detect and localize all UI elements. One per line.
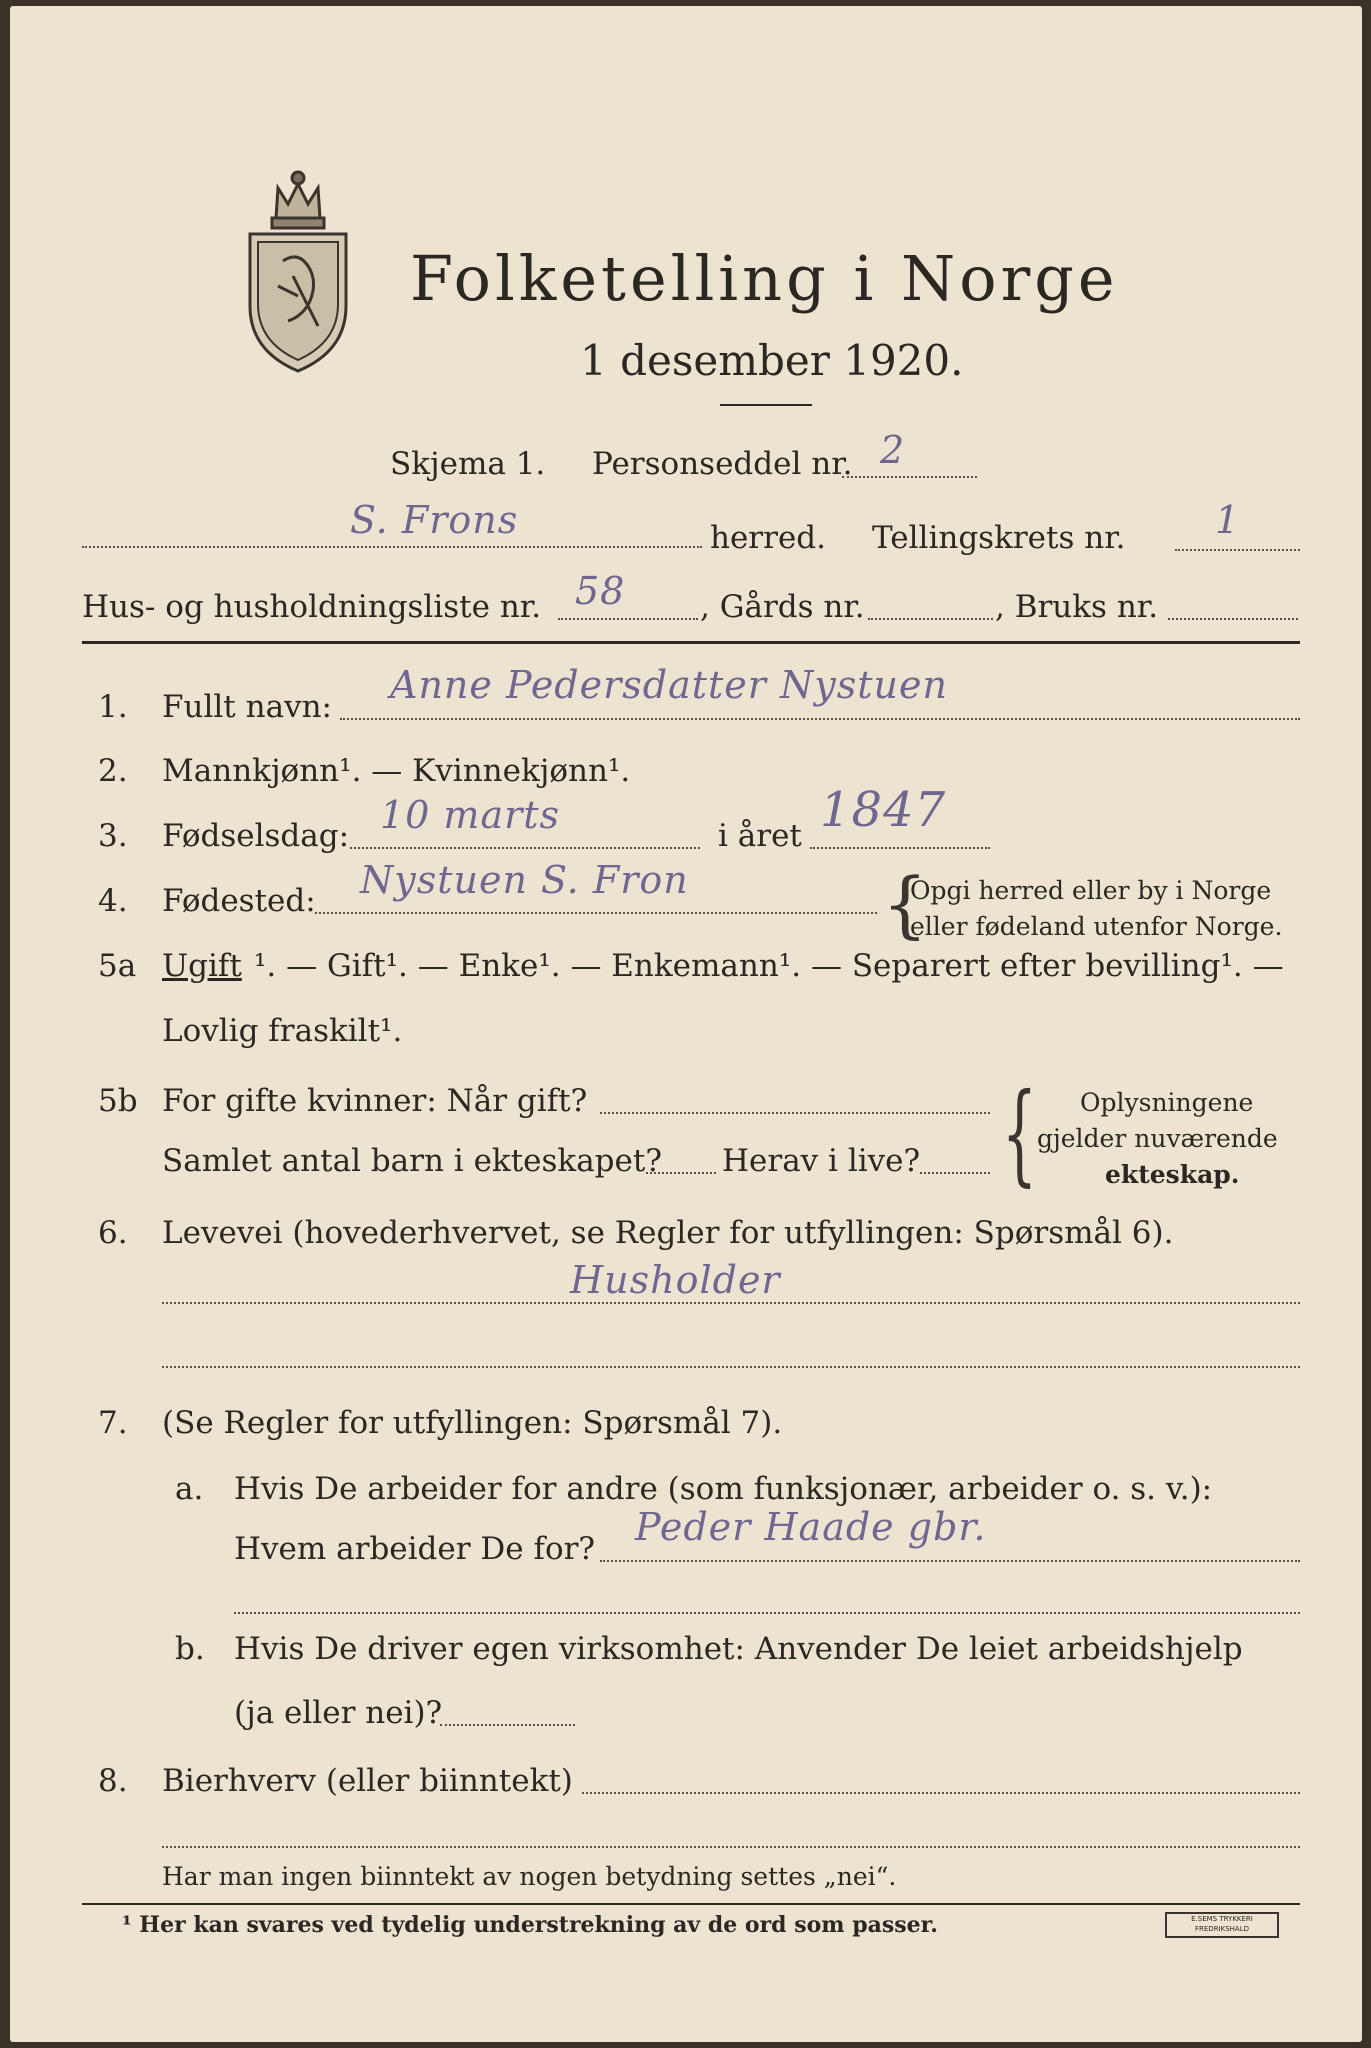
- hus-field-line: [558, 618, 698, 620]
- q5a-ugift-underlined: Ugift: [162, 948, 242, 984]
- q2-number: 2.: [98, 753, 128, 789]
- skjema-label: Skjema 1.: [390, 446, 546, 482]
- q7a-letter: a.: [175, 1471, 204, 1507]
- q8-field-line2: [162, 1846, 1300, 1848]
- herred-value: S. Frons: [350, 498, 519, 542]
- q4-field-line: [315, 912, 877, 914]
- norwegian-coat-of-arms-icon: [238, 166, 358, 376]
- q5a-label: ¹. — Gift¹. — Enke¹. — Enkemann¹. — Separert efter bevilling¹. —: [254, 948, 1284, 984]
- q5b-label-married: For gifte kvinner: Når gift?: [162, 1083, 588, 1119]
- bruks-label: , Bruks nr.: [995, 589, 1159, 625]
- q3-label: Fødselsdag:: [162, 818, 350, 854]
- q5b-married-field-line: [600, 1112, 990, 1114]
- herred-label: herred.: [710, 520, 826, 556]
- q2-label: Mannkjønn¹. — Kvinnekjønn¹.: [162, 753, 631, 789]
- q1-field-line: [340, 718, 1300, 720]
- herred-field-line: [82, 546, 702, 548]
- q8-number: 8.: [98, 1763, 128, 1799]
- printer-stamp: E.SEMS TRYKKERI FREDRIKSHALD: [1165, 1912, 1279, 1938]
- q5a-number: 5a: [98, 948, 137, 984]
- census-form-page: [10, 6, 1362, 2042]
- header-divider: [82, 641, 1300, 644]
- q7b-label: Hvis De driver egen virksomhet: Anvender De leiet arbeidshjelp: [234, 1631, 1243, 1667]
- q1-value: Anne Pedersdatter Nystuen: [390, 663, 948, 707]
- q7-number: 7.: [98, 1405, 128, 1441]
- census-date: 1 desember 1920.: [580, 336, 964, 385]
- hus-value: 58: [575, 569, 626, 613]
- q3-year-value: 1847: [820, 782, 947, 838]
- q5b-label-children: Samlet antal barn i ekteskapet?: [162, 1143, 662, 1179]
- tellingskrets-field-line: [1175, 549, 1300, 551]
- q7b-label-yesno: (ja eller nei)?: [234, 1695, 443, 1731]
- footnote: ¹ Her kan svares ved tydelig understrekning av de ord som passer.: [122, 1912, 938, 1938]
- form-title: Folketelling i Norge: [410, 242, 1119, 315]
- q6-number: 6.: [98, 1215, 128, 1251]
- q7a-value: Peder Haade gbr.: [635, 1505, 987, 1549]
- q7a-field-line2: [234, 1612, 1300, 1614]
- q6-label: Levevei (hovederhvervet, se Regler for utfyllingen: Spørsmål 6).: [162, 1215, 1174, 1251]
- hus-label: Hus- og husholdningsliste nr.: [82, 589, 542, 625]
- q7-label: (Se Regler for utfyllingen: Spørsmål 7).: [162, 1405, 783, 1441]
- q3-year-field-line: [810, 847, 990, 849]
- q5a-label-line2: Lovlig fraskilt¹.: [162, 1013, 403, 1049]
- q5b-label-alive: Herav i live?: [722, 1143, 921, 1179]
- footer-divider: [82, 1903, 1300, 1905]
- title-underline: [720, 404, 812, 406]
- tellingskrets-value: 1: [1215, 498, 1241, 542]
- personseddel-value: 2: [880, 428, 906, 472]
- q7b-letter: b.: [175, 1631, 205, 1667]
- gards-label: , Gårds nr.: [700, 589, 865, 625]
- q1-number: 1.: [98, 689, 128, 725]
- q3-number: 3.: [98, 818, 128, 854]
- q3-year-label: i året: [718, 818, 802, 854]
- gards-field-line: [868, 618, 993, 620]
- q5b-brace: {: [1002, 1069, 1037, 1197]
- q4-number: 4.: [98, 883, 128, 919]
- bruks-field-line: [1168, 618, 1298, 620]
- q4-brace: {: [882, 862, 928, 946]
- q7a-field-line: [600, 1560, 1300, 1562]
- q7b-field-line: [440, 1724, 575, 1726]
- tellingskrets-label: Tellingskrets nr.: [872, 520, 1126, 556]
- q4-value: Nystuen S. Fron: [360, 858, 689, 902]
- q8-field-line: [582, 1792, 1300, 1794]
- personseddel-label: Personseddel nr.: [592, 446, 853, 482]
- q1-label: Fullt navn:: [162, 689, 332, 725]
- q3-value: 10 marts: [380, 793, 561, 837]
- q5b-number: 5b: [98, 1083, 138, 1119]
- q8-label: Bierhverv (eller biinntekt): [162, 1763, 573, 1799]
- q5b-children-field-line: [646, 1172, 716, 1174]
- q7a-label: Hvis De arbeider for andre (som funksjonær, arbeider o. s. v.):: [234, 1471, 1213, 1507]
- footer-note: Har man ingen biinntekt av nogen betydning settes „nei“.: [162, 1862, 897, 1891]
- q4-note-line2: eller fødeland utenfor Norge.: [910, 912, 1283, 941]
- q6-value: Husholder: [570, 1258, 781, 1302]
- q5b-note-line2: gjelder nuværende: [1037, 1124, 1278, 1153]
- q5b-note-line3: ekteskap.: [1105, 1160, 1240, 1189]
- q4-note-line1: Opgi herred eller by i Norge: [910, 876, 1272, 905]
- q6-field-line1: [162, 1302, 1300, 1304]
- q6-field-line2: [162, 1366, 1300, 1368]
- q3-field-line: [350, 847, 700, 849]
- q5b-alive-field-line: [920, 1172, 990, 1174]
- q7a-label-who: Hvem arbeider De for?: [234, 1531, 596, 1567]
- personseddel-field-line: [842, 476, 977, 478]
- q4-label: Fødested:: [162, 883, 316, 919]
- q5b-note-line1: Oplysningene: [1080, 1088, 1254, 1117]
